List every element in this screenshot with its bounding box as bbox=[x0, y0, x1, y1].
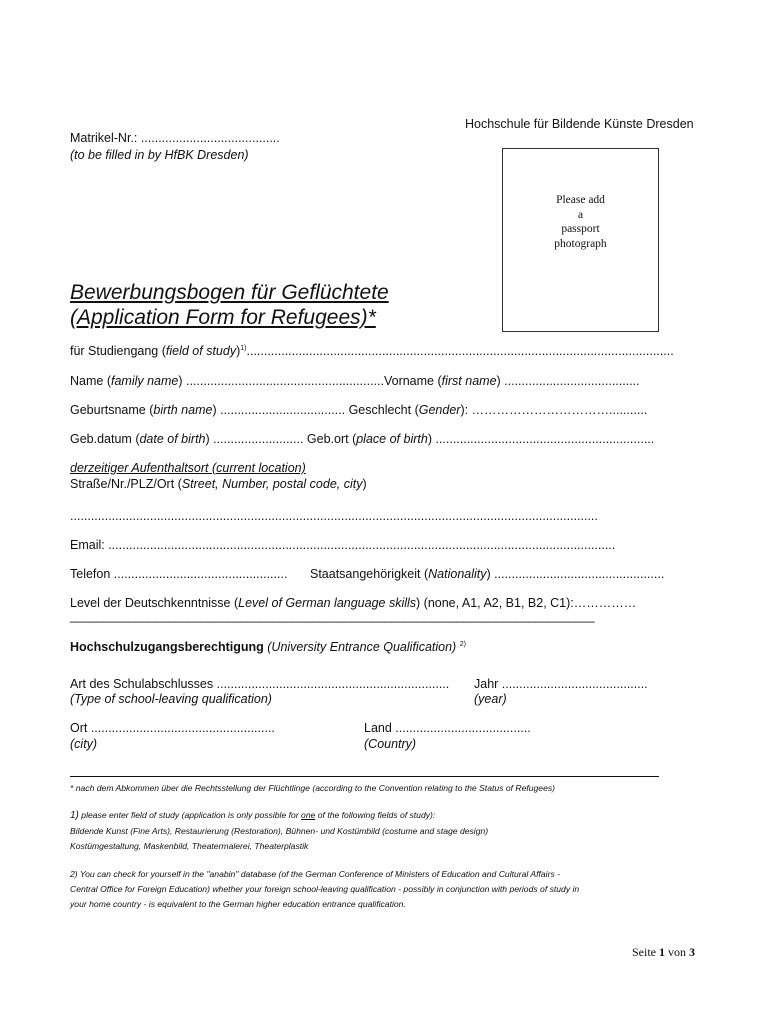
german-level-field[interactable]: Level der Deutschkenntnisse (Level of German language skills) (none, A1, A2, B1, B2, C1):…………… bbox=[70, 596, 637, 610]
footnote-divider bbox=[70, 776, 659, 777]
entrance-qualification-heading: Hochschulzugangsberechtigung (University Entrance Qualification) $^{2)}$ bbox=[70, 640, 466, 654]
field-of-study-field[interactable]: für Studiengang (field of study)$^{1)}$........................................................................................................................... bbox=[70, 344, 674, 358]
matrikel-field[interactable]: Matrikel-Nr.: ........................................ bbox=[70, 131, 280, 145]
page-number: Seite 1 von 3 bbox=[632, 945, 695, 959]
form-title-en: (Application Form for Refugees)* bbox=[70, 306, 376, 329]
school-leaving-label-en: (Type of school-leaving qualification) bbox=[70, 692, 272, 706]
year-field[interactable]: Jahr .......................................... bbox=[474, 677, 648, 691]
birth-date-place-row[interactable]: Geb.datum (date of birth) .......................... Geb.ort (place of birth) ............................................................... bbox=[70, 432, 655, 446]
email-field[interactable]: Email: .................................................................................................................................................. bbox=[70, 538, 616, 552]
footnote-1-line3: Kostümgestaltung, Maskenbild, Theatermalerei, Theaterplastik bbox=[70, 841, 309, 851]
footnote-1-line2: Bildende Kunst (Fine Arts), Restaurierung (Restoration), Bühnen- und Kostümbild (costume and stage design) bbox=[70, 826, 489, 836]
address-field[interactable]: ........................................................................................................................................................ bbox=[70, 509, 598, 523]
city-field[interactable]: Ort ..................................................... bbox=[70, 721, 275, 735]
footnote-1-line1: 1) please enter field of study (application is only possible for one of the following fields of study): bbox=[70, 810, 436, 821]
phone-field[interactable]: Telefon .................................................. bbox=[70, 567, 288, 581]
photo-instructions: Please add a passport photograph bbox=[554, 194, 607, 250]
matrikel-note: (to be filled in by HfBK Dresden) bbox=[70, 148, 249, 162]
footnote-2-line3: your home country - is equivalent to the German higher education entrance qualification. bbox=[70, 899, 406, 909]
german-level-line[interactable]: ________________________________________________________________________________ bbox=[70, 609, 595, 623]
footnote-star: * nach dem Abkommen über die Rechtsstellung der Flüchtlinge (according to the Convention relating to the Status of Refugees) bbox=[70, 783, 556, 793]
nationality-field[interactable]: Staatsangehörigkeit (Nationality) ................................................. bbox=[310, 567, 665, 581]
birthname-gender-row[interactable]: Geburtsname (birth name) .................................... Geschlecht (Gender): ……………………………........... bbox=[70, 403, 648, 417]
name-row[interactable]: Name (family name) .........................................................Vorname (first name) ....................................... bbox=[70, 374, 640, 388]
footnote-2-line1: 2) You can check for yourself in the "anabin" database (of the German Conference of Ministers of Education and Cultural Affairs - bbox=[70, 869, 561, 879]
form-title-de: Bewerbungsbogen für Geflüchtete bbox=[70, 281, 389, 304]
country-field[interactable]: Land ....................................... bbox=[364, 721, 531, 735]
passport-photo-box[interactable] bbox=[502, 148, 659, 332]
country-label-en: (Country) bbox=[364, 737, 417, 751]
city-label-en: (city) bbox=[70, 737, 98, 751]
address-label: Straße/Nr./PLZ/Ort (Street, Number, postal code, city) bbox=[70, 477, 367, 491]
institution-name: Hochschule für Bildende Künste Dresden bbox=[465, 117, 694, 131]
location-heading: derzeitiger Aufenthaltsort (current location) bbox=[70, 461, 306, 475]
school-leaving-field[interactable]: Art des Schulabschlusses ................................................................... bbox=[70, 677, 450, 691]
footnote-2-line2: Central Office for Foreign Education) whether your foreign school-leaving qualification - possibly in conjunction with periods of study in bbox=[70, 884, 580, 894]
year-label-en: (year) bbox=[474, 692, 507, 706]
